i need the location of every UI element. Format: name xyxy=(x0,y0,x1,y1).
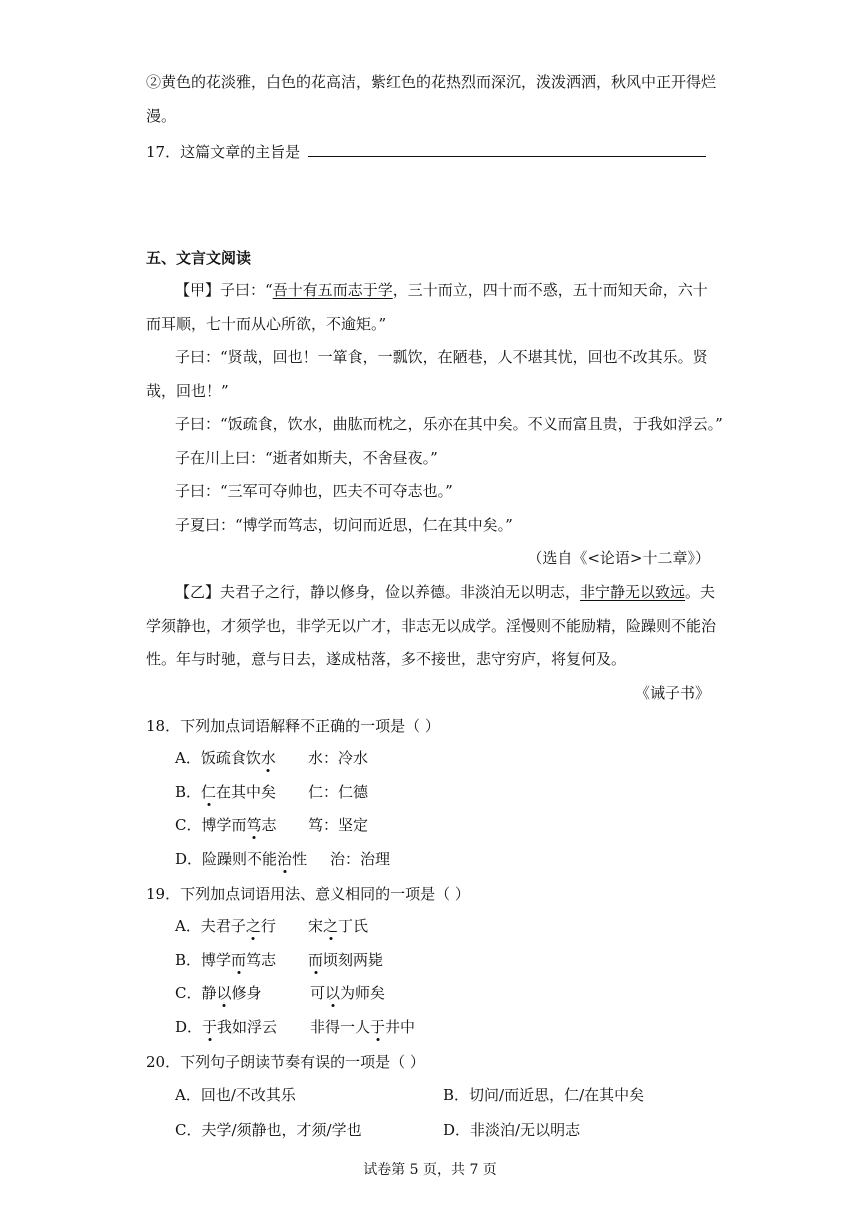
passage-line: ②黄色的花淡雅，白色的花高洁，紫红色的花热烈而深沉，泼泼洒洒，秋风中正开得烂 xyxy=(146,73,717,91)
text: 非得一人 xyxy=(310,1018,371,1036)
jia-tag: 【甲】 xyxy=(175,281,221,299)
q18-option-c-gloss: 笃：坚定 xyxy=(308,816,369,834)
text: 我如浮云 xyxy=(217,1018,278,1036)
dotted-word: 仁 xyxy=(201,783,217,801)
yi-paragraph-line-3: 性。年与时驰，意与日去，遂成枯落，多不接世，悲守穷庐，将复何及。 xyxy=(146,650,627,668)
text: 丁氏 xyxy=(338,917,369,935)
q19-option-b[interactable] xyxy=(175,950,276,970)
underlined-sentence: 吾十有五而志于学 xyxy=(272,281,393,299)
q19-option-a[interactable] xyxy=(175,916,276,936)
jia-paragraph-1-cont: 而耳顺，七十而从心所欲，不逾矩。” xyxy=(146,315,387,333)
text: 险躁则不能 xyxy=(202,850,278,868)
q18-option-b-gloss: 仁：仁德 xyxy=(308,783,369,801)
text: 性 xyxy=(292,850,308,868)
q18-option-d-gloss: 治：治理 xyxy=(330,850,391,868)
q20-option-d[interactable]: D．非淡泊/无以明志 xyxy=(443,1121,581,1139)
q20-option-a[interactable]: A．回也/不改其乐 xyxy=(175,1086,296,1104)
text: 静 xyxy=(201,984,217,1002)
question-19-stem: 19．下列加点词语用法、意义相同的一项是（ ） xyxy=(146,885,470,903)
yi-tag: 【乙】 xyxy=(175,583,221,601)
dotted-word: 之 xyxy=(245,917,261,935)
dotted-word: 以 xyxy=(216,984,232,1002)
text: 博学而 xyxy=(201,816,247,834)
jia-paragraph-5: 子曰：“三军可夺帅也，匹夫不可夺志也。” xyxy=(175,482,453,500)
section-title: 五、文言文阅读 xyxy=(146,249,252,267)
q19-option-b-compare xyxy=(308,950,383,970)
question-18-stem: 18．下列加点词语解释不正确的一项是（ ） xyxy=(146,717,440,735)
jia-paragraph-2-cont: 哉，回也！” xyxy=(146,382,229,400)
option-letter: D． xyxy=(175,850,203,868)
text: ，三十而立，四十而不惑，五十而知天命，六十 xyxy=(392,281,708,299)
text: 志 xyxy=(261,816,277,834)
q19-option-a-compare xyxy=(308,916,368,936)
question-17-text: 17．这篇文章的主旨是 xyxy=(146,143,301,161)
option-letter: B． xyxy=(175,951,202,969)
q18-option-d[interactable] xyxy=(175,849,307,869)
jia-paragraph-2: 子曰：“贤哉，回也！一箪食，一瓢饮，在陋巷，人不堪其忧，回也不改其乐。贤 xyxy=(175,348,708,366)
yi-source: 《诫子书》 xyxy=(634,684,710,702)
text: 笃志 xyxy=(246,951,277,969)
text: 行 xyxy=(260,917,276,935)
jia-paragraph-1 xyxy=(175,280,708,300)
text: 夫君子之行，静以修身，俭以养德。非淡泊无以明志， xyxy=(220,583,581,601)
option-letter: A． xyxy=(175,749,201,767)
option-letter: C． xyxy=(175,816,202,834)
q19-option-c-compare xyxy=(310,983,385,1003)
text: 井中 xyxy=(385,1018,416,1036)
text: 可 xyxy=(310,984,326,1002)
q19-option-d-compare xyxy=(310,1017,415,1037)
underlined-sentence: 非宁静无以致远 xyxy=(580,583,686,601)
text: 博学 xyxy=(201,951,232,969)
jia-paragraph-4: 子在川上曰：“逝者如斯夫，不舍昼夜。” xyxy=(175,449,438,467)
q18-option-c[interactable] xyxy=(175,815,277,835)
text: 宋 xyxy=(308,917,324,935)
yi-paragraph-line-2: 学须静也，才须学也，非学无以广才，非志无以成学。淫慢则不能励精，险躁则不能治 xyxy=(146,617,717,635)
jia-paragraph-6: 子夏曰：“博学而笃志，切问而近思，仁在其中矣。” xyxy=(175,516,513,534)
q18-option-a[interactable] xyxy=(175,748,276,768)
text: 饭疏食饮 xyxy=(200,749,261,767)
text: 夫君子 xyxy=(200,917,246,935)
dotted-word: 而 xyxy=(308,951,324,969)
q19-option-d[interactable] xyxy=(175,1017,277,1037)
q18-option-b[interactable] xyxy=(175,782,276,802)
dotted-word: 水 xyxy=(260,749,276,767)
text: 顷刻两毙 xyxy=(323,951,384,969)
question-17 xyxy=(146,142,706,162)
option-letter: C． xyxy=(175,984,202,1002)
question-20-stem: 20．下列句子朗读节奏有误的一项是（ ） xyxy=(146,1053,425,1071)
dotted-word: 之 xyxy=(323,917,339,935)
text: 在其中矣 xyxy=(216,783,277,801)
option-letter: B． xyxy=(175,783,202,801)
dotted-word: 治 xyxy=(277,850,293,868)
dotted-word: 于 xyxy=(202,1018,218,1036)
page-footer: 试卷第 5 页，共 7 页 xyxy=(363,1162,497,1178)
dotted-word: 而 xyxy=(231,951,247,969)
passage-line: 漫。 xyxy=(146,107,177,125)
jia-source: （选自《<论语>十二章》） xyxy=(527,549,710,567)
dotted-word: 于 xyxy=(370,1018,386,1036)
q18-option-a-gloss: 水：冷水 xyxy=(308,749,369,767)
text: 修身 xyxy=(231,984,262,1002)
q20-option-c[interactable]: C．夫学/须静也，才须/学也 xyxy=(175,1121,362,1139)
dotted-word: 笃 xyxy=(246,816,262,834)
option-letter: D． xyxy=(175,1018,203,1036)
text: 子曰：“ xyxy=(220,281,273,299)
text: 。夫 xyxy=(685,583,716,601)
answer-blank[interactable] xyxy=(308,142,706,157)
text: 为师矣 xyxy=(340,984,386,1002)
jia-paragraph-3: 子曰：“饭疏食，饮水，曲肱而枕之，乐亦在其中矣。不义而富且贵，于我如浮云。” xyxy=(175,415,723,433)
q20-option-b[interactable]: B．切问/而近思，仁/在其中矣 xyxy=(443,1086,645,1104)
yi-paragraph-line-1 xyxy=(175,582,715,602)
dotted-word: 以 xyxy=(325,984,341,1002)
q19-option-c[interactable] xyxy=(175,983,262,1003)
option-letter: A． xyxy=(175,917,201,935)
